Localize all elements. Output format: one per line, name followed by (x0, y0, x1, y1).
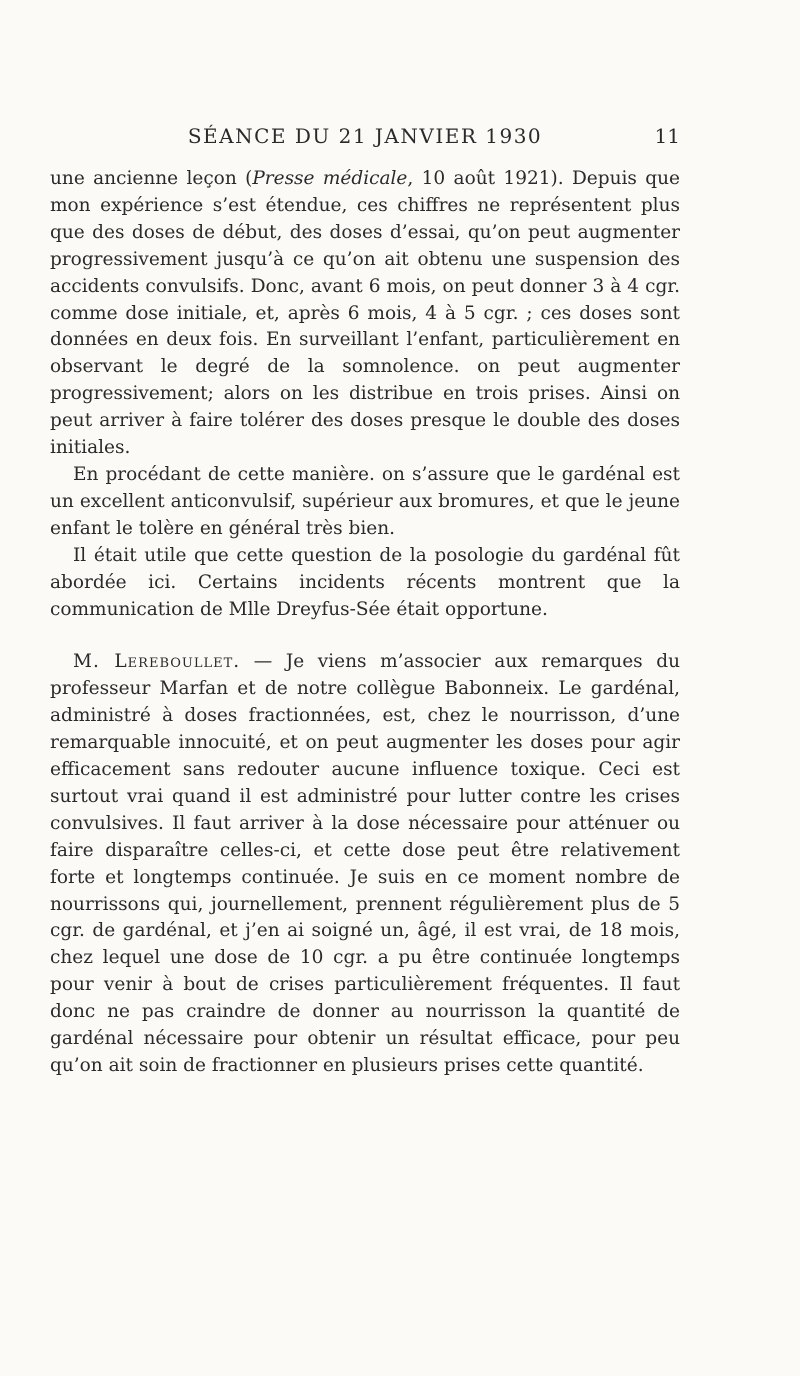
paragraph-text: Il était utile que cette question de la posologie du gardénal fût abordée ici. Certains incidents récents montrent que la communication de Mlle Dreyfus-Sée était opportune. (50, 544, 680, 620)
paragraph (50, 543, 680, 624)
paragraph-continuation (50, 166, 680, 462)
running-title: SÉANCE DU 21 JANVIER 1930 (187, 124, 543, 148)
running-head (50, 121, 680, 151)
body-text (50, 166, 680, 1080)
paragraph (50, 462, 680, 543)
paragraph-text: , 10 août 1921). Depuis que mon expérience s’est étendue, ces chiffres ne représentent plus que des doses de début, des doses d’essai, qu’on peut augmenter progressivement jusqu’à ce qu’on ait obtenu une suspension des accidents convulsifs. Donc, avant 6 mois, on peut donner 3 à 4 cgr. comme dose initiale, et, après 6 mois, 4 à 5 cgr. ; ces doses sont données en deux fois. En surveillant l’enfant, particulièrement en observant le degré de la somnolence. on peut augmenter progressivement; alors on les distribue en trois prises. Ainsi on peut arriver à faire tolérer des doses presque le double des doses initiales. (50, 168, 680, 459)
paragraph-text: — Je viens m’associer aux remarques du professeur Marfan et de notre collègue Babonneix. Le gardénal, administré à doses fractionnées, est, chez le nourrisson, d’une remarquable innocuité, et on peut augmenter les doses pour agir efficacement sans redouter aucune influence toxique. Ceci est surtout vrai quand il est administré pour lutter contre les crises convulsives. Il faut arriver à la dose nécessaire pour atténuer ou faire disparaître celles-ci, et cette dose peut être relativement forte et longtemps continuée. Je suis en ce moment nombre de nourrissons qui, journellement, prennent régulièrement plus de 5 cgr. de gardénal, et j’en ai soigné un, âgé, il est vrai, de 18 mois, chez lequel une dose de 10 cgr. a pu être continuée longtemps pour venir à bout de crises particulièrement fréquentes. Il faut donc ne pas craindre de donner au nourrisson la quantité de gardénal nécessaire pour obtenir un résultat efficace, pour peu qu’on ait soin de fractionner en plusieurs prises cette quantité. (50, 651, 680, 1076)
speaker-paragraph (50, 649, 680, 1080)
paragraph-text: En procédant de cette manière. on s’assure que le gardénal est un excellent anticonvulsif, supérieur aux bromures, et que le jeune enfant le tolère en général très bien. (50, 463, 680, 539)
journal-title: Presse médicale (252, 168, 408, 189)
paragraph-text: une ancienne leçon ( (50, 168, 253, 189)
page-number: 11 (654, 124, 680, 148)
speaker-name: M. Lereboullet. (73, 651, 241, 673)
